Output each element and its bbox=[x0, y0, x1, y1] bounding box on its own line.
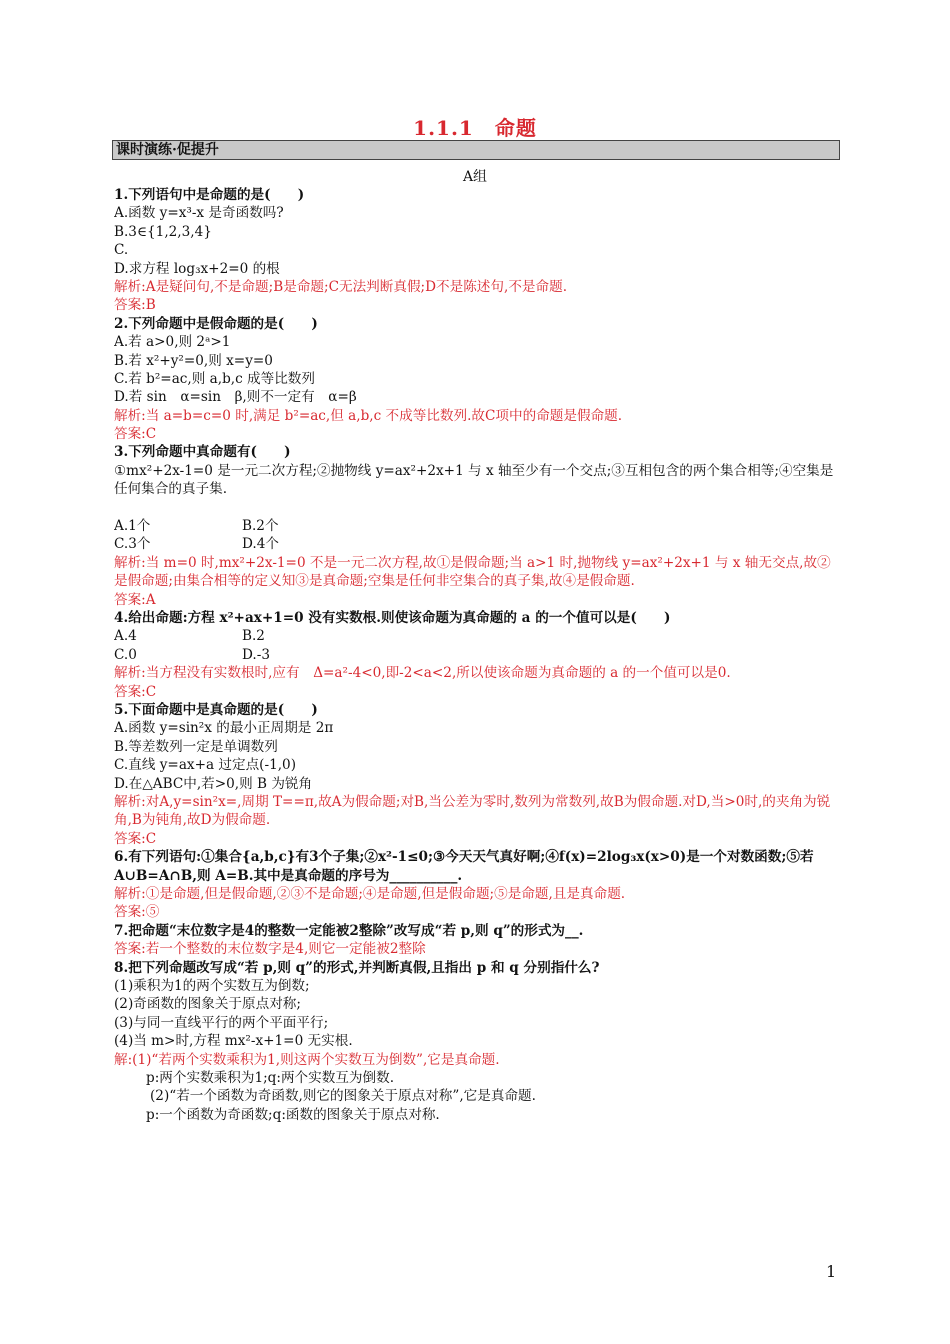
text-line: p:两个实数乘积为1;q:两个实数互为倒数. bbox=[146, 1069, 395, 1086]
answer-line: 解析:当方程没有实数根时,应有 Δ=a²-4<0,即-2<a<2,所以使该命题为真命题的 a 的一个值可以是0. bbox=[114, 665, 731, 682]
text-line: B.3∈{1,2,3,4} bbox=[114, 223, 212, 240]
question-line: 4.给出命题:方程 x²+ax+1=0 没有实数根.则使该命题为真命题的 a 的一个值可以是( ) bbox=[114, 610, 671, 627]
answer-line: 答案:C bbox=[114, 830, 157, 847]
option: D.-3 bbox=[242, 646, 270, 663]
text-line: C.直线 y=ax+a 过定点(-1,0) bbox=[114, 757, 297, 774]
options-row bbox=[114, 627, 838, 645]
question-line: 3.下列命题中真命题有( ) bbox=[114, 444, 291, 461]
answer-line: 解析:A是疑问句,不是命题;B是命题;C无法判断真假;D不是陈述句,不是命题. bbox=[114, 278, 568, 295]
page-number: 1 bbox=[826, 1262, 837, 1281]
option: A.1个 bbox=[114, 518, 151, 535]
text-line: (2)“若一个函数为奇函数,则它的图象关于原点对称”,它是真命题. bbox=[150, 1088, 536, 1105]
answer-line: 解析:①是命题,但是假命题,②③不是命题;④是命题,但是假命题;⑤是命题,且是真命题. bbox=[114, 885, 626, 902]
option: B.2 bbox=[242, 628, 265, 645]
options-row bbox=[114, 646, 838, 664]
option: A.4 bbox=[114, 628, 137, 645]
answer-line: 解析:当 a=b=c=0 时,满足 b²=ac,但 a,b,c 不成等比数列.故C项中的命题是假命题. bbox=[114, 407, 623, 424]
answer-line: 解析:当 m=0 时,mx²+2x-1=0 不是一元二次方程,故①是假命题;当 a>1 时,抛物线 y=ax²+2x+1 与 x 轴无交点,故②是假命题;由集合相等的定义知③是真命题;空集是任何非空集合的真子集,故④是假命题. bbox=[114, 554, 831, 590]
text-line: D.若 sin α=sin β,则不一定有 α=β bbox=[114, 389, 357, 406]
text-line: A.函数 y=x³-x 是奇函数吗? bbox=[114, 205, 284, 222]
options-row bbox=[114, 535, 838, 553]
answer-line: 解析:对A,y=sin²x=,周期 T==π,故A为假命题;对B,当公差为零时,数列为常数列,故B为假命题.对D,当>0时,的夹角为锐角,B为钝角,故D为假命题. bbox=[114, 793, 831, 829]
option: B.2个 bbox=[242, 518, 279, 535]
text-line: B.若 x²+y²=0,则 x=y=0 bbox=[114, 352, 273, 369]
text-line: B.等差数列一定是单调数列 bbox=[114, 738, 278, 755]
section-banner: 课时演练·促提升 bbox=[112, 140, 840, 160]
text-line: C.若 b²=ac,则 a,b,c 成等比数列 bbox=[114, 370, 315, 387]
page-title: 1.1.1 命题 bbox=[413, 116, 537, 140]
text-line bbox=[114, 499, 838, 517]
answer-line: 答案:B bbox=[114, 297, 156, 314]
answer-line: 解:(1)“若两个实数乘积为1,则这两个实数互为倒数”,它是真命题. bbox=[114, 1051, 500, 1068]
text-line: D.求方程 log₃x+2=0 的根 bbox=[114, 260, 280, 277]
text-line: C. bbox=[114, 242, 129, 259]
text-line: (4)当 m>时,方程 mx²-x+1=0 无实根. bbox=[114, 1033, 353, 1050]
text-line: A.若 a>0,则 2ᵃ>1 bbox=[114, 334, 231, 351]
text-line: ①mx²+2x-1=0 是一元二次方程;②抛物线 y=ax²+2x+1 与 x 轴至少有一个交点;③互相包含的两个集合相等;④空集是任何集合的真子集. bbox=[114, 462, 834, 498]
text-line: (3)与同一直线平行的两个平面平行; bbox=[114, 1014, 329, 1031]
text-line: (1)乘积为1的两个实数互为倒数; bbox=[114, 977, 310, 994]
option: C.0 bbox=[114, 646, 137, 663]
answer-line: 答案:C bbox=[114, 426, 157, 443]
answer-line: 答案:若一个整数的末位数字是4,则它一定能被2整除 bbox=[114, 941, 426, 958]
options-row bbox=[114, 517, 838, 535]
text-line: (2)奇函数的图象关于原点对称; bbox=[114, 996, 301, 1013]
answer-line: 答案:C bbox=[114, 683, 157, 700]
exercise-content bbox=[114, 186, 838, 1124]
option: C.3个 bbox=[114, 536, 151, 553]
text-line: D.在△ABC中,若>0,则 B 为锐角 bbox=[114, 775, 313, 792]
question-line: 6.有下列语句:①集合{a,b,c}有3个子集;②x²-1≤0;③今天天气真好啊;④f(x)=2log₃x(x>0)是一个对数函数;⑤若 A∪B=A∩B,则 A=B.其中是真命题的序号为__________. bbox=[114, 849, 814, 884]
question-line: 7.把命题“末位数字是4的整数一定能被2整除”改写成“若 p,则 q”的形式为__. bbox=[114, 922, 584, 939]
question-line: 1.下列语句中是命题的是( ) bbox=[114, 187, 305, 203]
text-line: p:一个函数为奇函数;q:函数的图象关于原点对称. bbox=[146, 1106, 440, 1123]
option: D.4个 bbox=[242, 536, 279, 553]
answer-line: 答案:A bbox=[114, 591, 156, 608]
answer-line: 答案:⑤ bbox=[114, 904, 160, 921]
text-line: A.函数 y=sin²x 的最小正周期是 2π bbox=[114, 720, 334, 737]
question-line: 5.下面命题中是真命题的是( ) bbox=[114, 702, 318, 719]
question-line: 2.下列命题中是假命题的是( ) bbox=[114, 315, 318, 332]
question-line: 8.把下列命题改写成“若 p,则 q”的形式,并判断真假,且指出 p 和 q 分别指什么? bbox=[114, 959, 600, 976]
group-label: A组 bbox=[462, 169, 488, 185]
